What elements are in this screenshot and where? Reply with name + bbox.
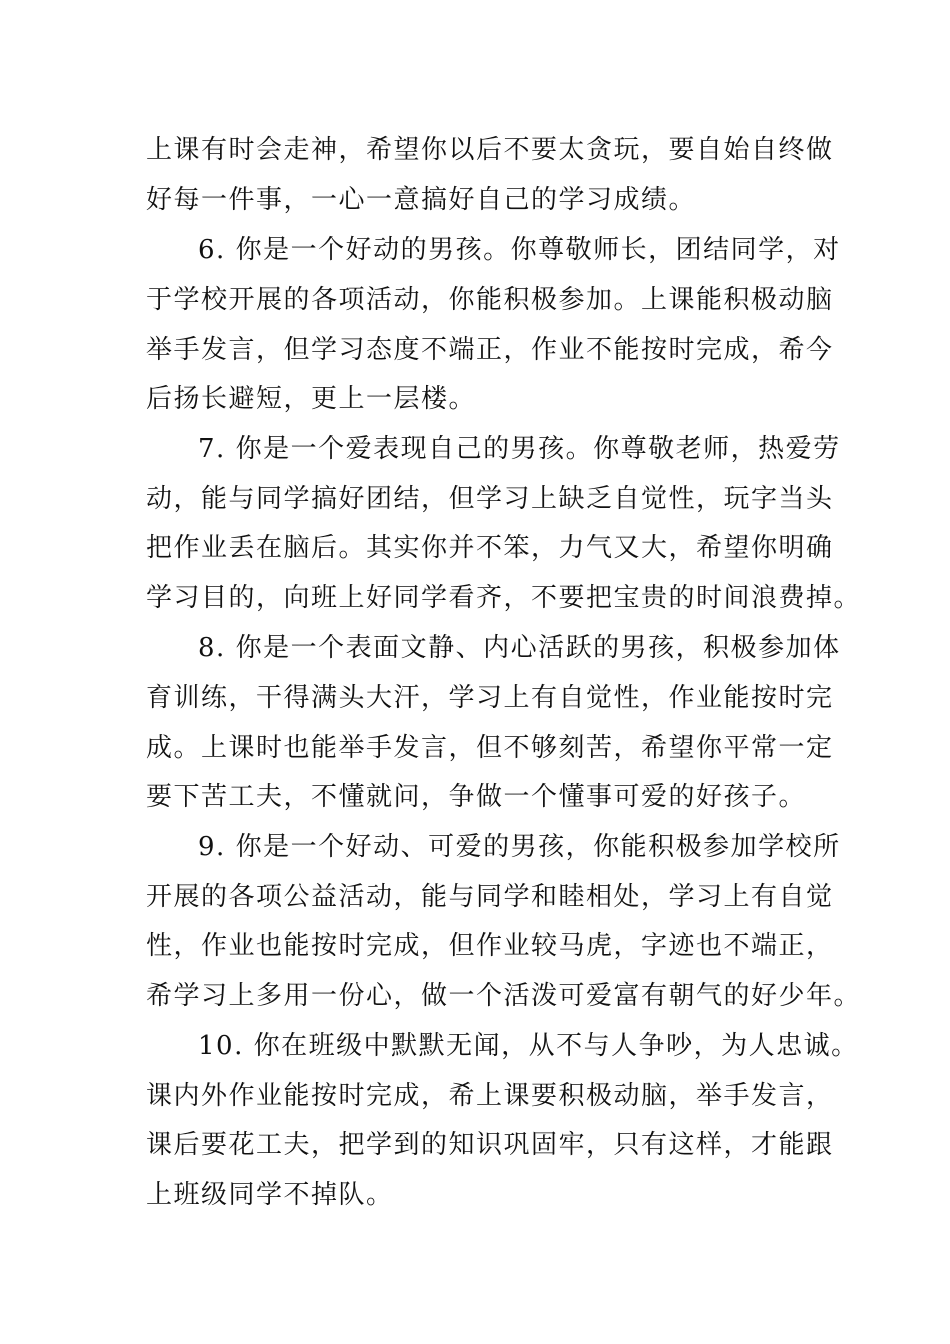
paragraph-9-start: 9. 你是一个好动、可爱的男孩，你能积极参加学校所 <box>198 832 841 862</box>
text-line: 性，作业也能按时完成，但作业较马虎，字迹也不端正， <box>146 931 834 961</box>
paragraph-10-start: 10. 你在班级中默默无闻，从不与人争吵，为人忠诚。 <box>198 1031 859 1061</box>
text-line: 于学校开展的各项活动，你能积极参加。上课能积极动脑 <box>146 285 834 315</box>
text-line: 上班级同学不掉队。 <box>146 1180 394 1210</box>
text-line: 成。上课时也能举手发言，但不够刻苦，希望你平常一定 <box>146 733 834 763</box>
text-line: 动，能与同学搞好团结，但学习上缺乏自觉性，玩字当头 <box>146 484 834 514</box>
text-line: 把作业丢在脑后。其实你并不笨，力气又大，希望你明确 <box>146 533 834 563</box>
text-line: 育训练，干得满头大汗，学习上有自觉性，作业能按时完 <box>146 683 834 713</box>
text-line: 好每一件事，一心一意搞好自己的学习成绩。 <box>146 185 697 215</box>
text-line: 希学习上多用一份心，做一个活泼可爱富有朝气的好少年。 <box>146 981 862 1011</box>
text-line: 要下苦工夫，不懂就问，争做一个懂事可爱的好孩子。 <box>146 782 807 812</box>
paragraph-6-start: 6. 你是一个好动的男孩。你尊敬师长，团结同学，对 <box>198 235 841 265</box>
text-line: 学习目的，向班上好同学看齐，不要把宝贵的时间浪费掉。 <box>146 583 862 613</box>
paragraph-7-start: 7. 你是一个爱表现自己的男孩。你尊敬老师，热爱劳 <box>198 434 841 464</box>
text-line: 上课有时会走神，希望你以后不要太贪玩，要自始自终做 <box>146 135 834 165</box>
text-line: 课内外作业能按时完成，希上课要积极动脑，举手发言， <box>146 1081 834 1111</box>
text-line: 开展的各项公益活动，能与同学和睦相处，学习上有自觉 <box>146 882 834 912</box>
text-line: 举手发言，但学习态度不端正，作业不能按时完成，希今 <box>146 335 834 365</box>
paragraph-8-start: 8. 你是一个表面文静、内心活跃的男孩，积极参加体 <box>198 633 841 663</box>
text-line: 课后要花工夫，把学到的知识巩固牢，只有这样，才能跟 <box>146 1130 834 1160</box>
text-line: 后扬长避短，更上一层楼。 <box>146 384 477 414</box>
